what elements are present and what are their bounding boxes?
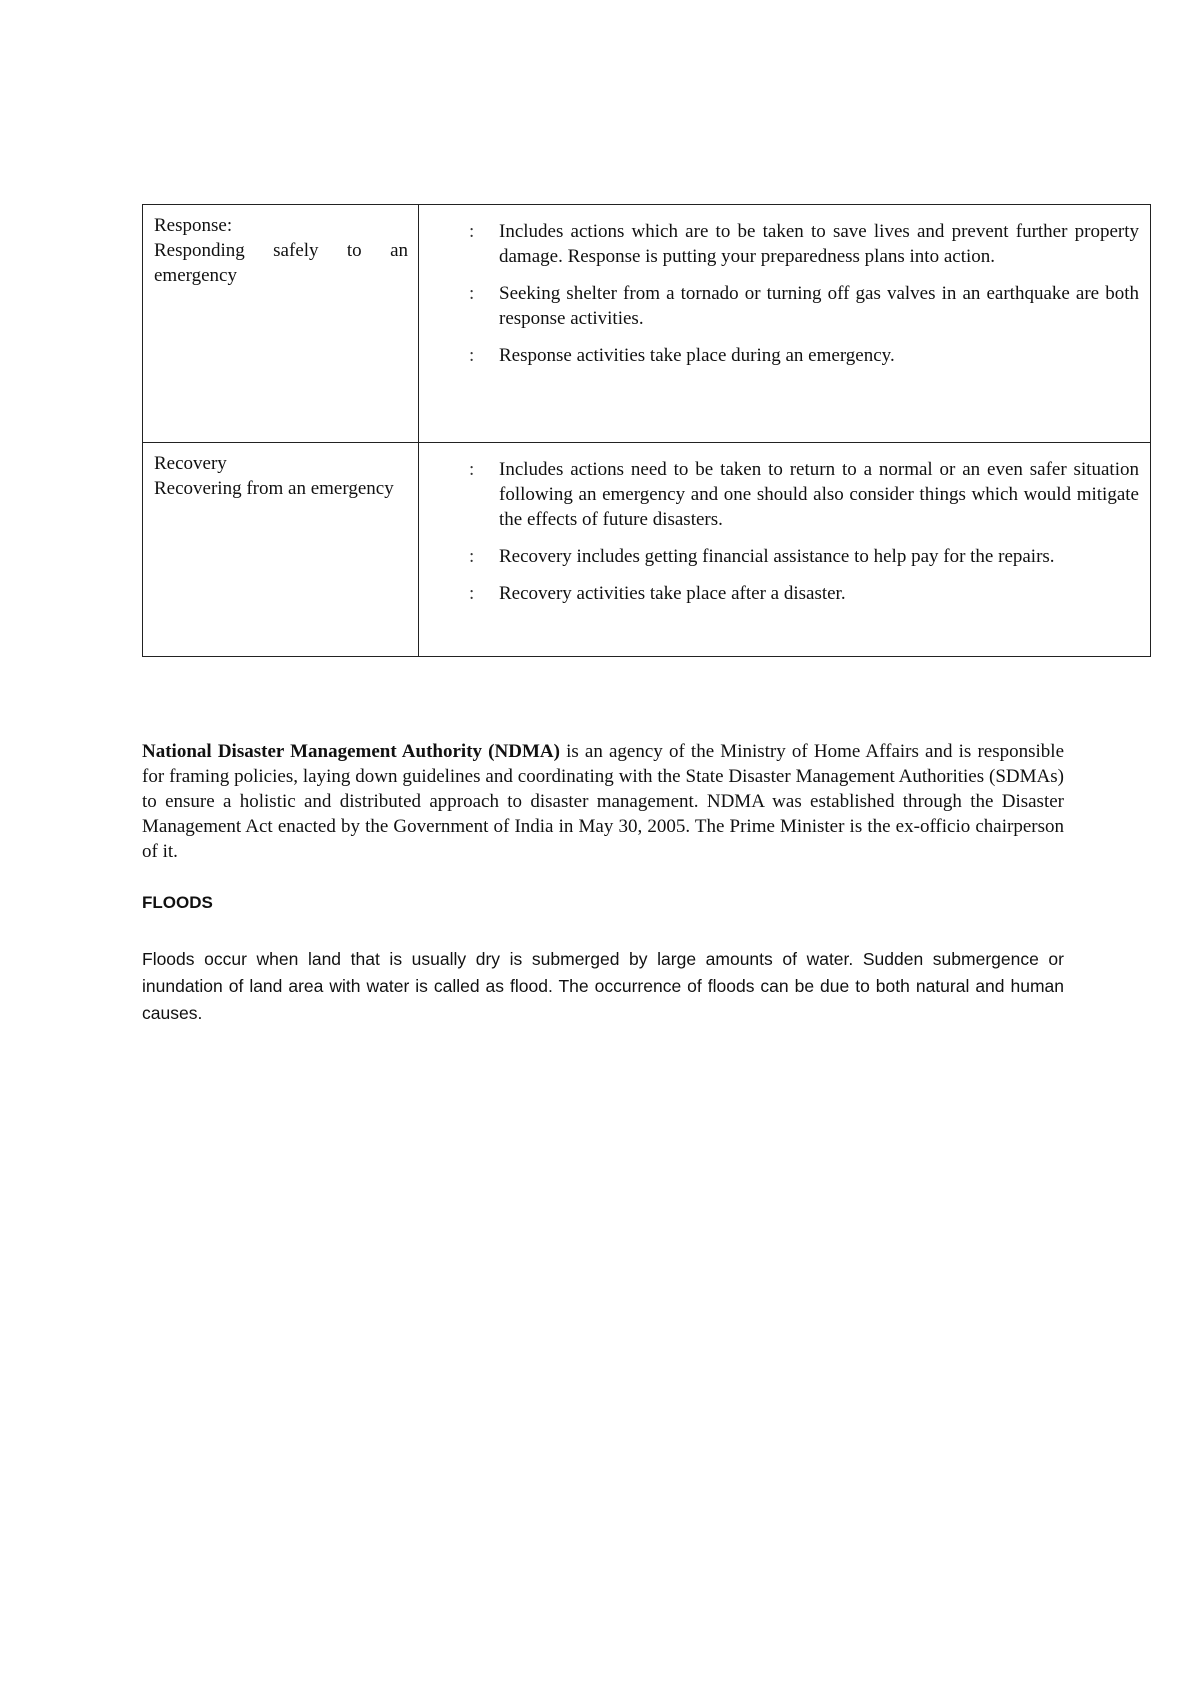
ndma-paragraph (142, 739, 1064, 864)
bullet-marker: : (469, 221, 475, 242)
table-row-response (143, 205, 1151, 443)
bullet-text: Includes actions which are to be taken to save lives and prevent further property damage. Response is putting your preparedness plans into action. (499, 221, 1139, 267)
phase-description: Recovering from an emergency (154, 478, 394, 499)
ndma-text: is an agency of the Ministry of Home Affairs and is responsible for framing policies, laying down guidelines and coordinating with the State Disaster Management Authorities (SDMAs) to ensure a holistic and distributed approach to disaster management. NDMA was established through the Disaster Management Act enacted by the Government of India in May 30, 2005. The Prime Minister is the ex-officio chairperson of it. (142, 741, 1064, 862)
phase-description: Responding safely to an emergency (154, 240, 408, 286)
list-item (419, 457, 1139, 532)
list-item (419, 581, 1139, 606)
disaster-phase-table (142, 204, 1151, 657)
bullet-text: Seeking shelter from a tornado or turning off gas valves in an earthquake are both response activities. (499, 283, 1139, 329)
phase-cell (143, 205, 419, 443)
bullet-text: Recovery activities take place after a disaster. (499, 583, 846, 604)
ndma-bold-lead: National Disaster Management Authority (NDMA) (142, 741, 560, 762)
phase-details-cell (419, 443, 1151, 657)
bullet-marker: : (469, 459, 475, 480)
bullet-marker: : (469, 345, 475, 366)
phase-name: Recovery (154, 453, 227, 474)
list-item (419, 219, 1139, 269)
bullet-marker: : (469, 583, 475, 604)
list-item (419, 281, 1139, 331)
floods-heading: FLOODS (142, 893, 213, 912)
phase-details-cell (419, 205, 1151, 443)
bullet-text: Response activities take place during an emergency. (499, 345, 895, 366)
phase-cell (143, 443, 419, 657)
list-item (419, 544, 1139, 569)
floods-paragraph: Floods occur when land that is usually dry is submerged by large amounts of water. Sudden submergence or inundation of land area with water is called as flood. The occurrence of floods can be due to both natural and human causes. (142, 949, 1064, 1023)
list-item (419, 343, 1139, 368)
table-row-recovery (143, 443, 1151, 657)
bullet-marker: : (469, 546, 475, 567)
phase-name: Response: (154, 215, 233, 236)
bullet-marker: : (469, 283, 475, 304)
bullet-text: Recovery includes getting financial assistance to help pay for the repairs. (499, 546, 1055, 567)
bullet-text: Includes actions need to be taken to return to a normal or an even safer situation following an emergency and one should also consider things which would mitigate the effects of future disasters. (499, 459, 1139, 530)
